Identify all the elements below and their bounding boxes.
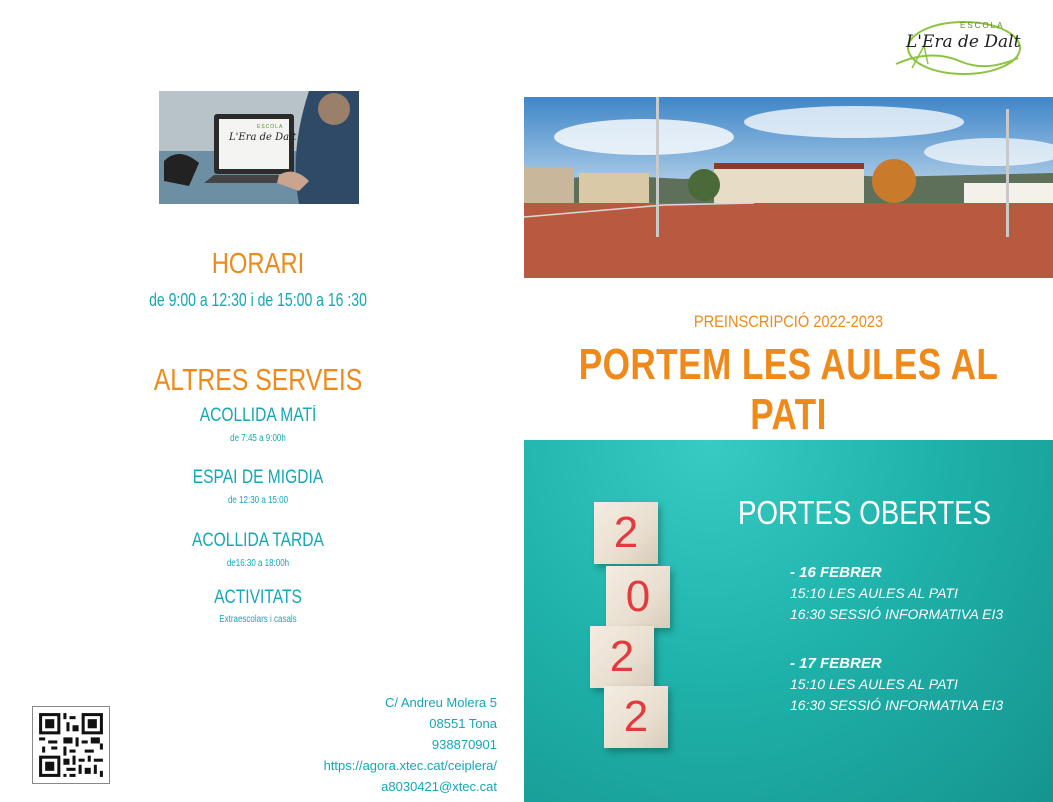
headline: PORTEM LES AULES AL PATI (578, 340, 999, 439)
schoolyard-photo-graphic (524, 97, 1053, 278)
preinscripcio-subtitle: PREINSCRIPCIÓ 2022-2023 (693, 312, 884, 331)
service-time: de 12:30 a 15:00 (227, 495, 289, 506)
event-line: 16:30 SESSIÓ INFORMATIVA EI3 (790, 697, 1004, 713)
school-logo (892, 18, 1024, 78)
portes-obertes-title: PORTES OBERTES (738, 494, 992, 531)
open-day-event (790, 562, 1003, 625)
address-web-link[interactable]: https://agora.xtec.cat/ceiplera/ (323, 758, 497, 773)
service-time: de 7:45 a 9:00h (230, 433, 286, 444)
service-name: ACTIVITATS (214, 587, 302, 608)
laptop-photo-graphic (159, 91, 359, 204)
event-line: 15:10 LES AULES AL PATI (790, 676, 958, 692)
number-cube (594, 502, 658, 564)
service-name: ACOLLIDA MATÍ (199, 405, 317, 426)
serveis-title: ALTRES SERVEIS (153, 362, 363, 397)
event-line: 15:10 LES AULES AL PATI (790, 585, 958, 601)
address-phone[interactable]: 938870901 (431, 737, 497, 752)
service-time: Extraescolars i casals (219, 614, 297, 625)
laptop-screen-logo-top: ESCOLA (257, 124, 284, 130)
qr-code-graphic (33, 707, 109, 783)
address-email-link[interactable]: a8030421@xtec.cat (381, 779, 497, 794)
cube-digit: 2 (623, 692, 649, 741)
address-city: 08551 Tona (429, 716, 497, 731)
logo-escola-text: ESCOLA (960, 21, 1005, 30)
event-date: - 17 FEBRER (790, 655, 882, 672)
horari-text: de 9:00 a 12:30 i de 15:00 a 16 :30 (149, 290, 367, 310)
service-name: ACOLLIDA TARDA (192, 530, 324, 551)
number-cube (590, 626, 654, 688)
laptop-screen-logo-name: L'Era de Dalt (229, 132, 297, 143)
schoolyard-photo (524, 97, 1053, 278)
horari-title: HORARI (211, 248, 305, 280)
laptop-photo (159, 91, 359, 204)
event-date: - 16 FEBRER (790, 564, 882, 581)
logo-name-text: L'Era de Dalt (906, 32, 1021, 52)
open-day-event (790, 653, 1003, 716)
service-time: de16:30 a 18:00h (226, 558, 290, 569)
number-cube (604, 686, 668, 748)
contact-address (280, 692, 497, 797)
cube-digit: 2 (613, 508, 639, 557)
address-street: C/ Andreu Molera 5 (384, 695, 497, 710)
event-line: 16:30 SESSIÓ INFORMATIVA EI3 (790, 606, 1004, 622)
cube-digit: 2 (609, 632, 635, 681)
cube-digit: 0 (625, 572, 651, 621)
service-name: ESPAI DE MIGDIA (192, 467, 324, 488)
qr-code[interactable] (32, 706, 110, 784)
number-cube (606, 566, 670, 628)
